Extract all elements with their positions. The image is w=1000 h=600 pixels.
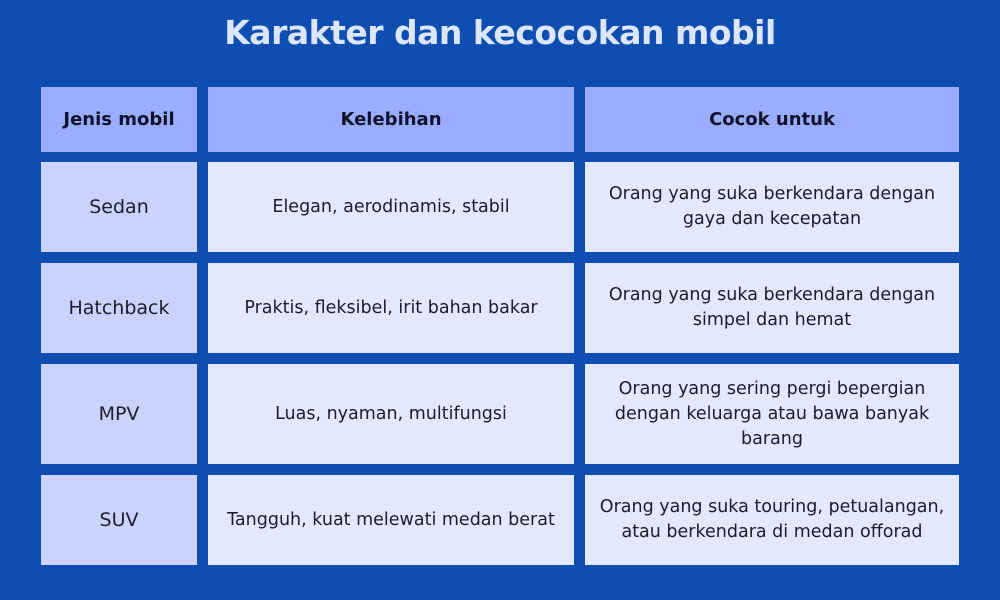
suitable-for-cell: Orang yang suka touring, petualangan, atau berkendara di medan offorad (585, 475, 959, 565)
car-type-cell: MPV (41, 364, 197, 464)
car-type-cell: Sedan (41, 162, 197, 252)
car-type-cell: SUV (41, 475, 197, 565)
advantages-cell: Praktis, fleksibel, irit bahan bakar (208, 263, 574, 353)
advantages-cell: Elegan, aerodinamis, stabil (208, 162, 574, 252)
column-header-advantages: Kelebihan (208, 87, 574, 152)
column-header-suitable-for: Cocok untuk (585, 87, 959, 152)
car-type-cell: Hatchback (41, 263, 197, 353)
suitable-for-cell: Orang yang suka berkendara dengan gaya dan kecepatan (585, 162, 959, 252)
suitable-for-cell: Orang yang sering pergi bepergian dengan keluarga atau bawa banyak barang (585, 364, 959, 464)
page-title: Karakter dan kecocokan mobil (224, 13, 776, 52)
column-header-car-type: Jenis mobil (41, 87, 197, 152)
advantages-cell: Luas, nyaman, multifungsi (208, 364, 574, 464)
advantages-cell: Tangguh, kuat melewati medan berat (208, 475, 574, 565)
suitable-for-cell: Orang yang suka berkendara dengan simpel dan hemat (585, 263, 959, 353)
